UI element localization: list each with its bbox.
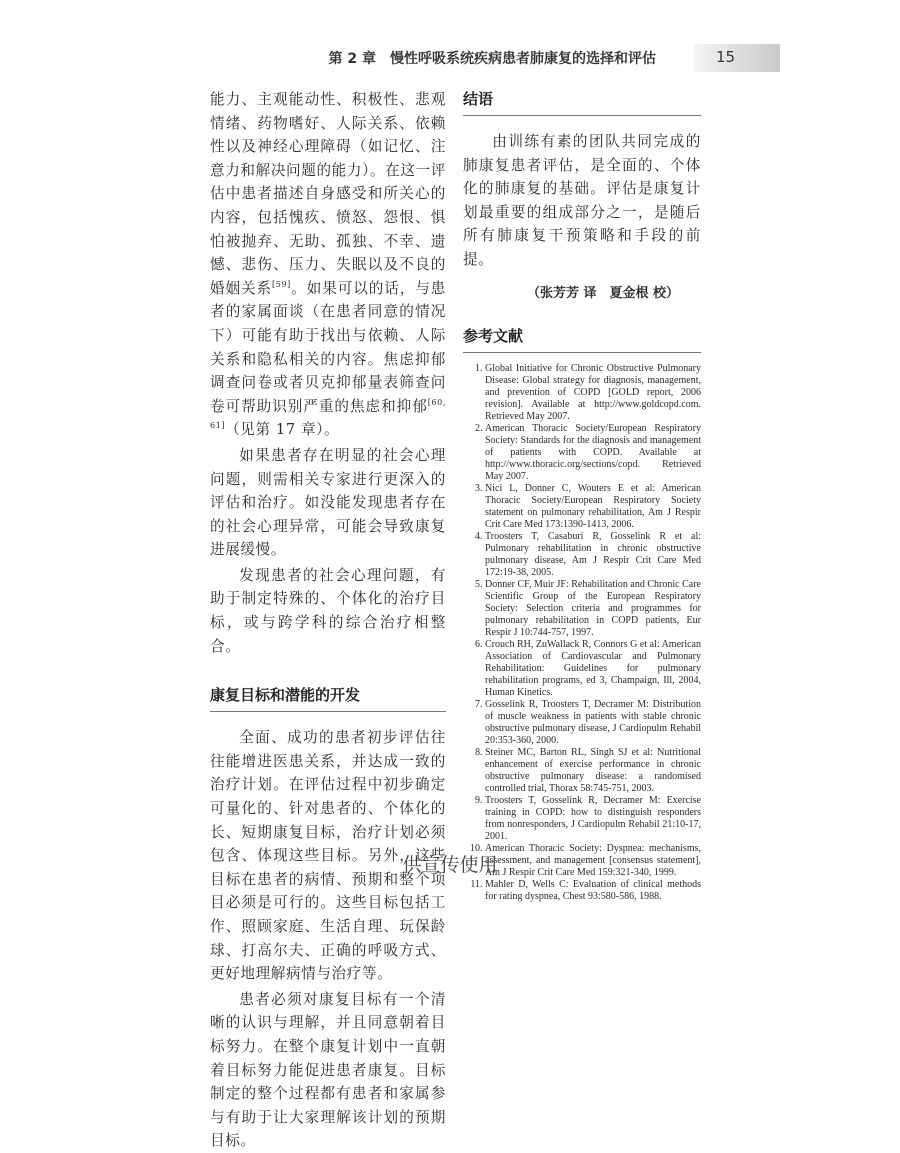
- reference-item: 2. American Thoracic Society/European Respiratory Society: Standards for the diagnosis and management of patients with COPD. Available at http://www.thoracic.org/sections/copd. Retrieved May 2007.: [485, 423, 701, 483]
- paragraph: 全面、成功的患者初步评估往往能增进医患关系，并达成一致的治疗计划。在评估过程中初步确定可量化的、针对患者的、个体化的长、短期康复目标，治疗计划必须包含、体现这些目标。另外，这些目标在患者的病情、预期和整个项目必须是可行的。这些目标包括工作、照顾家庭、生活自理、玩保龄球、打高尔夫、正确的呼吸方式、更好地理解病情与治疗等。: [210, 729, 446, 983]
- reference-item: 9. Troosters T, Gosselink R, Decramer M: Exercise training in COPD: how to distinguish responders from nonresponders, J Cardiopulm Rehabil 21:10-17, 2001.: [485, 795, 701, 843]
- page-number: 15: [716, 48, 736, 66]
- reference-list: [463, 363, 701, 903]
- paragraph-text: 能力、主观能动性、积极性、悲观情绪、药物嗜好、人际关系、依赖性以及神经心理障碍（如记忆、注意力和解决问题的能力）。在这一评估中患者描述自身感受和所关心的内容，包括愧疚、愤怒、怨恨、惧怕被抛弃、无助、孤独、不幸、遗憾、悲伤、压力、失眠以及不良的婚姻关系: [210, 91, 446, 297]
- paragraph: 如果患者存在明显的社会心理问题，则需相关专家进行更深入的评估和治疗。如没能发现患者存在的社会心理异常，可能会导致康复进展缓慢。: [210, 446, 446, 559]
- conclusion-paragraph: 由训练有素的团队共同完成的肺康复患者评估，是全面的、个体化的肺康复的基础。评估是康复计划最重要的组成部分之一，是随后所有肺康复干预策略和手段的前提。: [463, 133, 701, 268]
- paragraph: 患者必须对康复目标有一个清晰的认识与理解，并且同意朝着目标努力。在整个康复计划中一直朝着目标努力能促进患者康复。目标制定的整个过程都有患者和家属参与有助于让大家理解该计划的预期目标。: [210, 990, 446, 1150]
- paragraph-text: 。如果可以的话，与患者的家属面谈（在患者同意的情况下）可能有助于找出与依赖、人际关系和隐私相关的内容。焦虑抑郁调查问卷或者贝克抑郁量表筛查问卷可帮助识别严重的焦虑和抑郁: [210, 279, 446, 415]
- paragraph: 发现患者的社会心理问题，有助于制定特殊的、个体化的治疗目标，或与跨学科的综合治疗相整合。: [210, 566, 446, 655]
- paragraph-text: （见第 17 章）。: [225, 421, 340, 439]
- reference-item: 3. Nici L, Donner C, Wouters E et al: American Thoracic Society/European Respiratory Society statement on pulmonary rehabilitation, Am J Respir Crit Care Med 173:1390-1413, 2006.: [485, 483, 701, 531]
- right-column: [463, 88, 701, 903]
- reference-item: 8. Steiner MC, Barton RL, Singh SJ et al: Nutritional enhancement of exercise performance in chronic obstructive pulmonary disease: a randomised controlled trial, Thorax 58:745-751, 2003.: [485, 747, 701, 795]
- reference-item: 6. Crouch RH, ZuWallack R, Connors G et al: American Association of Cardiovascular and Pulmonary Rehabilitation: Guidelines for pulmonary rehabilitation programs, ed 3, Champaign, Ill, 2004, Human Kinetics.: [485, 639, 701, 699]
- section-heading-goals: 康复目标和潜能的开发: [210, 684, 446, 712]
- reference-item: 7. Gosselink R, Troosters T, Decramer M: Distribution of muscle weakness in patients with stable chronic obstructive pulmonary disease, J Cardiopulm Rehabil 20:353-360, 2000.: [485, 699, 701, 747]
- watermark-text: 供宣传使用: [402, 854, 498, 876]
- reference-item: 1. Global Initiative for Chronic Obstructive Pulmonary Disease: Global strategy for diagnosis, management, and prevention of COPD [GOLD report, 2006 revision]. Available at http://www.goldcopd.com. Retrieved May 2007.: [485, 363, 701, 423]
- citation: [59]: [272, 279, 291, 289]
- reference-item: 5. Donner CF, Muir JF: Rehabilitation and Chronic Care Scientific Group of the European Respiratory Society: Selection criteria and programmes for pulmonary rehabilitation in COPD patients, Eur Respir J 10:744-757, 1997.: [485, 579, 701, 639]
- paragraph: [210, 88, 446, 442]
- section-heading-references: 参考文献: [463, 325, 701, 353]
- left-column: [210, 88, 446, 1153]
- page-number-tab: [694, 44, 780, 72]
- reference-item: 4. Troosters T, Casaburi R, Gosselink R et al: Pulmonary rehabilitation in chronic obstructive pulmonary disease, Am J Respir Crit Care Med 172:19-38, 2005.: [485, 531, 701, 579]
- section-heading-conclusion: 结语: [463, 88, 701, 116]
- running-header: [200, 44, 780, 72]
- chapter-title: 第 2 章 慢性呼吸系统疾病患者肺康复的选择和评估: [328, 51, 656, 67]
- translator-credit: （张芳芳 译 夏金根 校）: [526, 285, 679, 301]
- reference-item: 10. American Thoracic Society: Dyspnea: mechanisms, assessment, and management [consensus statement], Am J Respir Crit Care Med 159:321-340, 1999.: [485, 843, 701, 879]
- reference-item: 11. Mahler D, Wells C: Evaluation of clinical methods for rating dyspnea, Chest 93:580-586, 1988.: [485, 879, 701, 903]
- citation: [60, 61]: [210, 397, 446, 431]
